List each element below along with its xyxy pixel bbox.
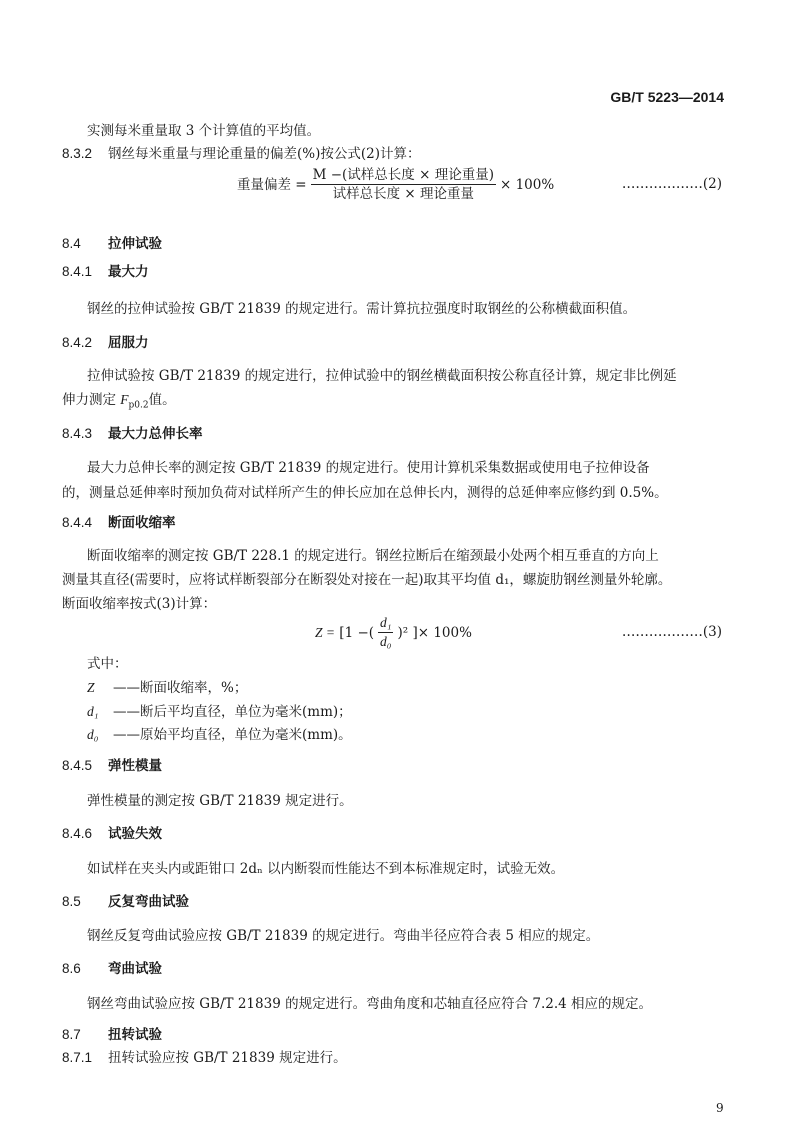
- standard-code-header: GB/T 5223—2014: [610, 89, 724, 105]
- paragraph: 断面收缩率的测定按 GB/T 228.1 的规定进行。钢丝拉断后在缩颈最小处两个相互垂直的方向上: [87, 548, 659, 564]
- definition: ——断后平均直径，单位为毫米(mm)；: [113, 704, 352, 720]
- formula-factor: × 100%: [417, 624, 472, 641]
- section-title: 试验失效: [108, 826, 162, 842]
- numerator: M −(试样总长度 × 理论重量): [312, 167, 494, 183]
- bracket-open: [1 −(: [339, 624, 375, 641]
- section-8-4-3: [62, 425, 203, 443]
- paragraph: 弹性模量的测定按 GB/T 21839 规定进行。: [87, 793, 353, 809]
- section-number: 8.4.6: [62, 826, 93, 841]
- text: 伸力测定: [62, 392, 121, 408]
- where-label: 式中：: [87, 656, 128, 672]
- section-8-4-6: [62, 825, 162, 843]
- formula-factor: × 100%: [499, 176, 555, 193]
- numerator: d₁: [378, 614, 393, 633]
- paragraph: 如试样在夹头内或距钳口 2dₙ 以内断裂而性能达不到本标准规定时，试验无效。: [87, 861, 565, 877]
- section-number: 8.6: [62, 961, 81, 976]
- paragraph: 实测每米重量取 3 个计算值的平均值。: [87, 123, 321, 139]
- formula-3: [315, 614, 472, 651]
- section-number: 8.4.5: [62, 758, 93, 773]
- definition-z: [87, 679, 247, 697]
- section-8-4-2: [62, 334, 149, 352]
- section-title: 弯曲试验: [108, 961, 162, 977]
- section-number: 8.5: [62, 894, 81, 909]
- section-8-4-1: [62, 263, 149, 281]
- definition: ——断面收缩率，%；: [113, 680, 248, 696]
- section-number: 8.7: [62, 1027, 81, 1042]
- section-title: 最大力: [108, 264, 149, 280]
- equation-number: ………………(2): [621, 176, 722, 192]
- paragraph: 断面收缩率按式(3)计算：: [62, 596, 217, 612]
- section-title: 弹性模量: [108, 758, 162, 774]
- clause-text: 扭转试验应按 GB/T 21839 规定进行。: [108, 1050, 347, 1066]
- clause-number: 8.7.1: [62, 1050, 93, 1065]
- bracket-close: )² ]: [397, 624, 418, 641]
- section-number: 8.4.3: [62, 426, 93, 441]
- section-8-4-5: [62, 757, 162, 775]
- section-8-7: [62, 1026, 162, 1044]
- formula-fraction: [311, 166, 496, 203]
- symbol: Z: [87, 680, 95, 695]
- paragraph: 钢丝的拉伸试验按 GB/T 21839 的规定进行。需计算抗拉强度时取钢丝的公称横截面积值。: [87, 301, 637, 317]
- paragraph: 钢丝弯曲试验应按 GB/T 21839 的规定进行。弯曲角度和芯轴直径应符合 7.2.4 相应的规定。: [87, 996, 653, 1012]
- clause-number: 8.3.2: [62, 146, 93, 161]
- denominator: 试样总长度 × 理论重量: [332, 186, 474, 202]
- section-title: 最大力总伸长率: [108, 426, 203, 442]
- definition-d1: [87, 703, 352, 721]
- symbol: d₀: [87, 727, 99, 742]
- subscript: p0.2: [128, 400, 149, 411]
- symbol: d₁: [87, 704, 99, 719]
- paragraph: 的，测量总延伸率时预加负荷对试样所产生的伸长应加在总伸长内，测得的总延伸率应修约到 0.5%。: [62, 485, 668, 501]
- section-title: 反复弯曲试验: [108, 894, 189, 910]
- symbol: F: [120, 392, 129, 407]
- clause-8-3-2: [62, 145, 420, 163]
- paragraph: 最大力总伸长率的测定按 GB/T 21839 的规定进行。使用计算机采集数据或使用电子拉伸设备: [87, 460, 650, 476]
- formula-lhs: 重量偏差 =: [237, 176, 307, 193]
- section-title: 扭转试验: [108, 1027, 162, 1043]
- denominator: d₀: [380, 634, 392, 649]
- section-8-4: [62, 235, 162, 253]
- section-8-4-4: [62, 514, 176, 532]
- paragraph: [62, 391, 176, 415]
- paragraph: 拉伸试验按 GB/T 21839 的规定进行，拉伸试验中的钢丝横截面积按公称直径计算，规定非比例延: [87, 368, 677, 384]
- equation-number: ………………(3): [621, 624, 722, 640]
- definition-d0: [87, 726, 352, 744]
- text: 值。: [148, 392, 176, 408]
- page-number: 9: [716, 1101, 724, 1115]
- clause-8-7-1: [62, 1049, 347, 1067]
- section-title: 断面收缩率: [108, 515, 176, 531]
- formula-2: [237, 166, 554, 203]
- section-number: 8.4.4: [62, 515, 93, 530]
- paragraph: 钢丝反复弯曲试验应按 GB/T 21839 的规定进行。弯曲半径应符合表 5 相应的规定。: [87, 928, 600, 944]
- definition: ——原始平均直径，单位为毫米(mm)。: [113, 727, 352, 743]
- section-number: 8.4.2: [62, 335, 93, 350]
- formula-lhs: Z =: [315, 624, 335, 640]
- section-number: 8.4: [62, 236, 81, 251]
- paragraph: 测量其直径(需要时，应将试样断裂部分在断裂处对接在一起)取其平均值 d₁，螺旋肋钢丝测量外轮廓。: [62, 572, 672, 588]
- section-number: 8.4.1: [62, 264, 93, 279]
- formula-fraction: [378, 614, 393, 651]
- section-title: 屈服力: [108, 335, 149, 351]
- clause-text: 钢丝每米重量与理论重量的偏差(%)按公式(2)计算：: [108, 146, 421, 162]
- section-title: 拉伸试验: [108, 236, 162, 252]
- section-8-6: [62, 960, 162, 978]
- section-8-5: [62, 893, 189, 911]
